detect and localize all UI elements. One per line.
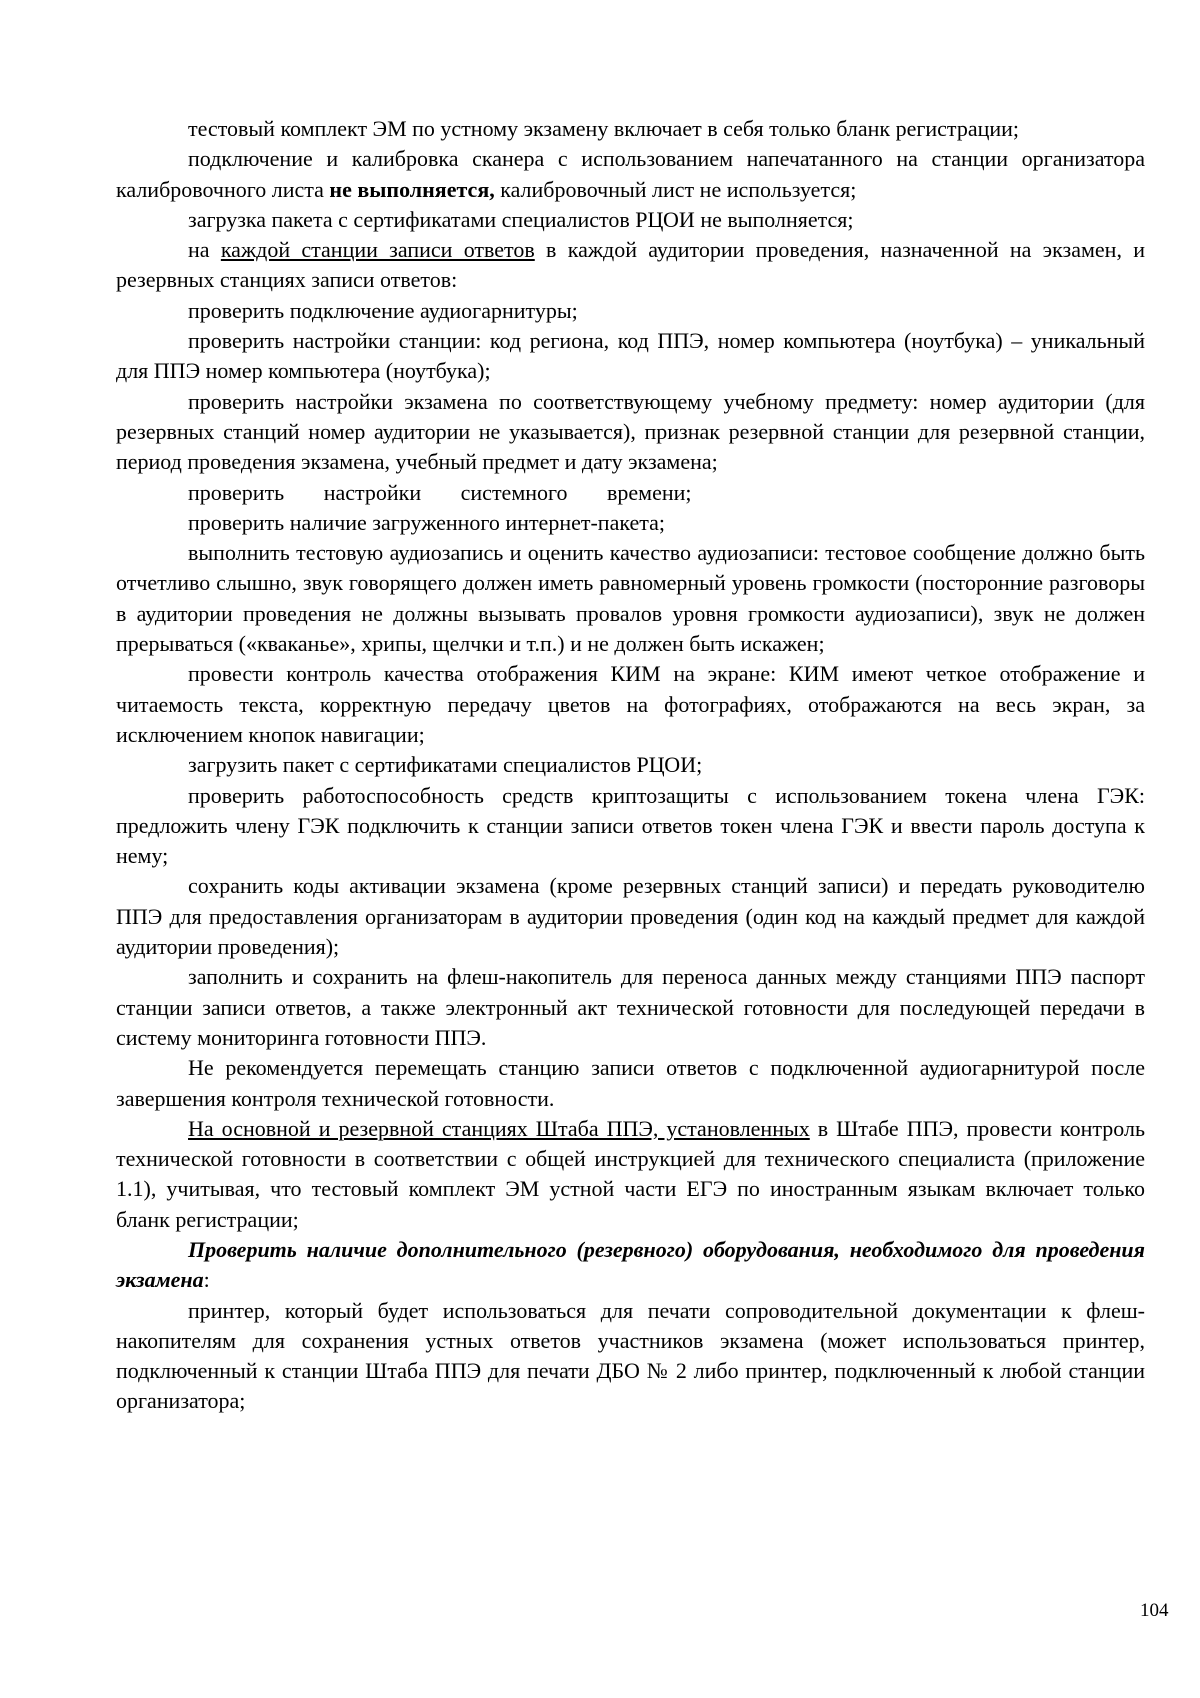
text-segment: :	[203, 1267, 210, 1293]
paragraph-each-station	[116, 235, 1145, 296]
paragraph-load-certificates: загрузить пакет с сертификатами специалистов РЦОИ;	[188, 752, 703, 778]
paragraph-station-passport: заполнить и сохранить на флеш-накопитель для переноса данных между станциями ППЭ паспорт станции записи ответов, а также электронный акт технической готовности для последующей передачи в систему мониторинга готовности ППЭ.	[116, 964, 1145, 1050]
paragraph-hq-stations	[116, 1114, 1145, 1235]
paragraph-certificates-upload: загрузка пакета с сертификатами специалистов РЦОИ не выполняется;	[188, 206, 854, 232]
paragraph-reserve-equipment	[116, 1235, 1145, 1296]
bold-italic-phrase: Проверить наличие дополнительного (резервного) оборудования, необходимого для проведения экзамена	[116, 1236, 1145, 1293]
paragraph-headset-check: проверить подключение аудиогарнитуры;	[188, 297, 578, 323]
text-segment: на	[188, 237, 221, 263]
paragraph-activation-codes: сохранить коды активации экзамена (кроме резервных станций записи) и передать руководителю ППЭ для предоставления организаторам в аудитории проведения (один код на каждый предмет для каждой аудитории проведения);	[116, 873, 1145, 960]
bold-phrase: не выполняется,	[329, 176, 495, 202]
text-segment: калибровочный лист не используется;	[494, 176, 857, 202]
text-segment: подключение и калибровка сканера с использованием напечатанного на станции организатора калибровочного листа	[116, 146, 1145, 202]
text-segment: в каждой аудитории проведения, назначенной на экзамен, и резервных станциях записи ответов:	[116, 237, 1145, 293]
paragraph-audio-test: выполнить тестовую аудиозапись и оценить качество аудиозаписи: тестовое сообщение должно быть отчетливо слышно, звук говорящего должен иметь равномерный уровень громкости (посторонние разговоры в аудитории проведения не должны вызывать провалов уровня громкости аудиозаписи), звук не должен прерываться («кваканье», хрипы, щелчки и т.п.) и не должен быть искажен;	[116, 540, 1145, 657]
paragraph-kim-display: провести контроль качества отображения КИМ на экране: КИМ имеют четкое отображение и читаемость текста, корректную передачу цветов на фотографиях, отображаются на весь экран, за исключением кнопок навигации;	[116, 661, 1145, 747]
paragraph-test-kit: тестовый комплект ЭМ по устному экзамену включает в себя только бланк регистрации;	[188, 116, 1020, 141]
underlined-phrase: каждой станции записи ответов	[220, 237, 535, 263]
paragraph-station-settings: проверить настройки станции: код региона, код ППЭ, номер компьютера (ноутбука) – уникальный для ППЭ номер компьютера (ноутбука);	[116, 328, 1145, 384]
paragraph-exam-settings: проверить настройки экзамена по соответствующему учебному предмету: номер аудитории (для резервных станций номер аудитории не указывается), признак резервной станции для резервной станции, период проведения экзамена, учебный предмет и дату экзамена;	[116, 388, 1145, 475]
underlined-phrase: На основной и резервной станциях Штаба ППЭ, установленных	[188, 1115, 810, 1141]
paragraph-crypto-check: проверить работоспособность средств криптозащиты с использованием токена члена ГЭК: предложить члену ГЭК подключить к станции записи ответов токен члена ГЭК и ввести пароль доступа к нему;	[116, 782, 1145, 869]
paragraph-no-moving: Не рекомендуется перемещать станцию записи ответов с подключенной аудиогарнитурой после завершения контроля технической готовности.	[116, 1055, 1145, 1111]
paragraph-printer: принтер, который будет использоваться для печати сопроводительной документации к флеш-накопителям для сохранения устных ответов участников экзамена (может использоваться принтер, подключенный к станции Штаба ППЭ для печати ДБО № 2 либо принтер, подключенный к любой станции организатора;	[116, 1297, 1145, 1414]
text-segment: в Штабе ППЭ, провести контроль технической готовности в соответствии с общей инструкцией для технического специалиста (приложение 1.1), учитывая, что тестовый комплект ЭМ устной части ЕГЭ по иностранным языкам включает только бланк регистрации;	[116, 1115, 1145, 1232]
paragraph-internet-package: проверить наличие загруженного интернет-пакета;	[188, 509, 666, 535]
paragraph-system-time: проверить настройки системного времени;	[188, 479, 692, 505]
page-number: 104	[1140, 1600, 1169, 1621]
document-body	[116, 114, 1145, 1417]
paragraph-scanner-calibration	[116, 144, 1145, 205]
